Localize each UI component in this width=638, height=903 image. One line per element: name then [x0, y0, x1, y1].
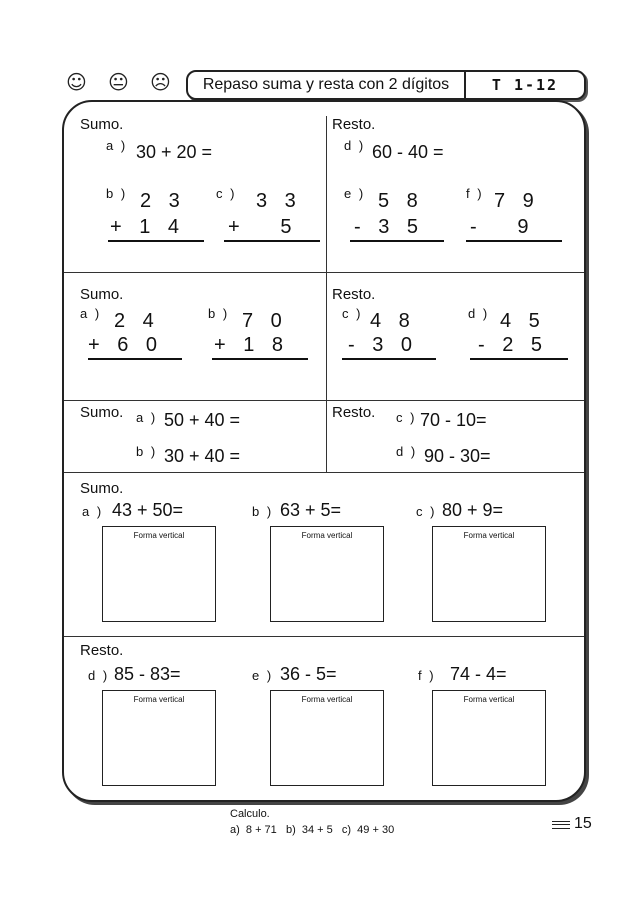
item-letter: f ) — [466, 186, 484, 201]
exercise-d: 85 - 83= — [114, 664, 181, 684]
row-divider — [64, 636, 584, 637]
exercise-f-bottom: - 9 — [470, 216, 535, 238]
calc-title: Calculo. — [230, 808, 270, 820]
answer-box-label: Forma vertical — [133, 531, 185, 540]
item-letter: d ) — [468, 306, 490, 321]
answer-box — [102, 690, 216, 786]
exercise-a: 43 + 50= — [112, 500, 184, 520]
happy-face-icon: ☺ — [66, 70, 87, 94]
exercise-c-bottom: - 3 0 — [348, 334, 419, 356]
answer-box-label: Forma vertical — [463, 531, 515, 540]
item-letter: c ) — [396, 410, 417, 425]
exercise-e: 36 - 5= — [280, 664, 337, 684]
exercise-c-top: 3 3 — [256, 190, 302, 212]
worksheet-title: Repaso suma y resta con 2 dígitos — [188, 72, 466, 98]
item-letter: e ) — [344, 186, 366, 201]
item-letter: c ) — [216, 186, 237, 201]
exercise-a-top: 2 4 — [114, 310, 160, 332]
header-banner — [186, 70, 586, 100]
neutral-face-icon: 😐 — [108, 70, 129, 94]
section-label-sumo: Sumo. — [80, 404, 124, 421]
sad-face-icon: ☹ — [150, 70, 171, 94]
exercise-b: 30 + 40 = — [164, 446, 241, 466]
answer-line — [350, 240, 444, 242]
answer-line — [212, 358, 308, 360]
item-letter: b ) — [208, 306, 230, 321]
answer-box-label: Forma vertical — [133, 695, 185, 704]
answer-box — [270, 526, 384, 622]
exercise-b: 63 + 5= — [280, 500, 342, 520]
answer-box — [102, 526, 216, 622]
exercise-e-top: 5 8 — [378, 190, 424, 212]
answer-box-label: Forma vertical — [301, 695, 353, 704]
answer-box-label: Forma vertical — [463, 695, 515, 704]
worksheet-frame — [62, 100, 586, 802]
column-divider — [326, 116, 327, 472]
answer-line — [466, 240, 562, 242]
section-label-sumo: Sumo. — [80, 480, 124, 497]
row-divider — [64, 272, 584, 273]
item-letter: d ) — [88, 668, 110, 683]
answer-line — [88, 358, 182, 360]
exercise-f-top: 7 9 — [494, 190, 540, 212]
answer-box — [432, 690, 546, 786]
section-label-resto: Resto. — [332, 404, 376, 421]
exercise-b-bottom: + 1 8 — [214, 334, 290, 356]
exercise-b-bottom: + 1 4 — [110, 216, 186, 238]
section-label-resto: Resto. — [332, 116, 376, 133]
answer-line — [470, 358, 568, 360]
exercise-a: 50 + 40 = — [164, 410, 241, 430]
exercise-d: 90 - 30= — [424, 446, 491, 466]
exercise-c-top: 4 8 — [370, 310, 416, 332]
exercise-a: 30 + 20 = — [136, 142, 213, 162]
exercise-b-top: 7 0 — [242, 310, 288, 332]
exercise-d-bottom: - 2 5 — [478, 334, 549, 356]
exercise-d-top: 4 5 — [500, 310, 546, 332]
calc-exercises: a) 8 + 71 b) 34 + 5 c) 49 + 30 — [230, 824, 395, 836]
answer-line — [108, 240, 204, 242]
item-letter: a ) — [80, 306, 102, 321]
answer-line — [342, 358, 436, 360]
exercise-e-bottom: - 3 5 — [354, 216, 425, 238]
item-letter: b ) — [136, 444, 158, 459]
exercise-d: 60 - 40 = — [372, 142, 444, 162]
answer-box — [432, 526, 546, 622]
worksheet-code: T 1-12 — [491, 76, 559, 94]
item-letter: a ) — [136, 410, 158, 425]
item-letter: c ) — [342, 306, 363, 321]
section-label-resto: Resto. — [332, 286, 376, 303]
section-label-sumo: Sumo. — [80, 116, 124, 133]
section-label-resto: Resto. — [80, 642, 124, 659]
answer-line — [224, 240, 320, 242]
item-letter: d ) — [396, 444, 418, 459]
answer-box — [270, 690, 384, 786]
exercise-c: 80 + 9= — [442, 500, 504, 520]
exercise-b-top: 2 3 — [140, 190, 186, 212]
section-label-sumo: Sumo. — [80, 286, 124, 303]
item-letter: a ) — [82, 504, 104, 519]
exercise-a-bottom: + 6 0 — [88, 334, 164, 356]
item-letter: b ) — [252, 504, 274, 519]
exercise-c-bottom: + 5 — [228, 216, 298, 238]
item-letter: d ) — [344, 138, 366, 153]
page-number-icon — [552, 821, 570, 829]
exercise-c: 70 - 10= — [420, 410, 487, 430]
item-letter: e ) — [252, 668, 274, 683]
item-letter: a ) — [106, 138, 128, 153]
page-number: 15 — [574, 815, 592, 832]
row-divider — [64, 472, 584, 473]
item-letter: f ) — [418, 668, 436, 683]
exercise-f: 74 - 4= — [450, 664, 507, 684]
item-letter: c ) — [416, 504, 437, 519]
item-letter: b ) — [106, 186, 128, 201]
row-divider — [64, 400, 584, 401]
answer-box-label: Forma vertical — [301, 531, 353, 540]
